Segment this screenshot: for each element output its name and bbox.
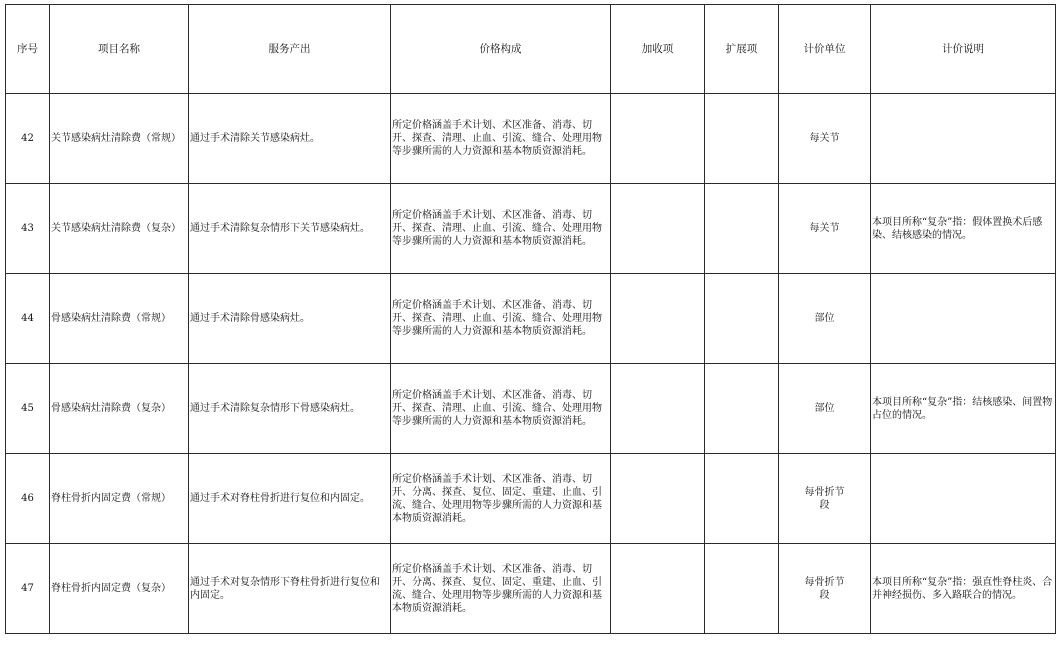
header-seq: 序号: [6, 5, 50, 94]
cell-name: 骨感染病灶清除费（常规）: [50, 274, 189, 364]
cell-unit: 部位: [779, 364, 871, 454]
cell-extra: [611, 454, 705, 544]
cell-note: [871, 274, 1056, 364]
cell-extension: [705, 454, 779, 544]
table-row: [6, 454, 1056, 544]
cell-service: 通过手术清除复杂情形下骨感染病灶。: [189, 364, 391, 454]
table-row: [6, 364, 1056, 454]
header-extension: 扩展项: [705, 5, 779, 94]
cell-price: 所定价格涵盖手术计划、术区准备、消毒、切开、探查、清理、止血、引流、缝合、处理用物等步骤所需的人力资源和基本物质资源消耗。: [391, 364, 611, 454]
cell-seq: 43: [6, 184, 50, 274]
cell-extra: [611, 544, 705, 634]
cell-note: 本项目所称“复杂”指：结核感染、间置物占位的情况。: [871, 364, 1056, 454]
table-row: [6, 94, 1056, 184]
header-unit: 计价单位: [779, 5, 871, 94]
cell-price: 所定价格涵盖手术计划、术区准备、消毒、切开、分离、探查、复位、固定、重建、止血、引流、缝合、处理用物等步骤所需的人力资源和基本物质资源消耗。: [391, 544, 611, 634]
cell-unit: 每关节: [779, 94, 871, 184]
header-extra: 加收项: [611, 5, 705, 94]
header-price: 价格构成: [391, 5, 611, 94]
cell-name: 骨感染病灶清除费（复杂）: [50, 364, 189, 454]
cell-name: 脊柱骨折内固定费（常规）: [50, 454, 189, 544]
cell-service: 通过手术对脊柱骨折进行复位和内固定。: [189, 454, 391, 544]
cell-seq: 47: [6, 544, 50, 634]
cell-seq: 44: [6, 274, 50, 364]
cell-name: 关节感染病灶清除费（常规）: [50, 94, 189, 184]
cell-extension: [705, 94, 779, 184]
cell-note: [871, 94, 1056, 184]
header-note: 计价说明: [871, 5, 1056, 94]
cell-unit: 每骨折节段: [779, 454, 871, 544]
cell-seq: 42: [6, 94, 50, 184]
pricing-table: [5, 4, 1056, 634]
cell-price: 所定价格涵盖手术计划、术区准备、消毒、切开、分离、探查、复位、固定、重建、止血、引流、缝合、处理用物等步骤所需的人力资源和基本物质资源消耗。: [391, 454, 611, 544]
cell-service: 通过手术清除关节感染病灶。: [189, 94, 391, 184]
cell-extra: [611, 184, 705, 274]
cell-extra: [611, 364, 705, 454]
cell-service: 通过手术对复杂情形下脊柱骨折进行复位和内固定。: [189, 544, 391, 634]
cell-unit: 部位: [779, 274, 871, 364]
cell-note: 本项目所称“复杂”指：强直性脊柱炎、合并神经损伤、多入路联合的情况。: [871, 544, 1056, 634]
cell-service: 通过手术清除复杂情形下关节感染病灶。: [189, 184, 391, 274]
cell-name: 关节感染病灶清除费（复杂）: [50, 184, 189, 274]
table-header-row: [6, 5, 1056, 94]
header-service: 服务产出: [189, 5, 391, 94]
cell-price: 所定价格涵盖手术计划、术区准备、消毒、切开、探查、清理、止血、引流、缝合、处理用物等步骤所需的人力资源和基本物质资源消耗。: [391, 274, 611, 364]
cell-note: [871, 454, 1056, 544]
cell-note: 本项目所称“复杂”指：假体置换术后感染、结核感染的情况。: [871, 184, 1056, 274]
table-row: [6, 184, 1056, 274]
cell-seq: 45: [6, 364, 50, 454]
cell-unit: 每骨折节段: [779, 544, 871, 634]
cell-extension: [705, 274, 779, 364]
header-name: 项目名称: [50, 5, 189, 94]
cell-seq: 46: [6, 454, 50, 544]
cell-price: 所定价格涵盖手术计划、术区准备、消毒、切开、探查、清理、止血、引流、缝合、处理用物等步骤所需的人力资源和基本物质资源消耗。: [391, 184, 611, 274]
cell-extension: [705, 544, 779, 634]
cell-extension: [705, 184, 779, 274]
pricing-table-container: [5, 4, 1055, 634]
table-row: [6, 544, 1056, 634]
cell-unit: 每关节: [779, 184, 871, 274]
cell-extra: [611, 94, 705, 184]
cell-price: 所定价格涵盖手术计划、术区准备、消毒、切开、探查、清理、止血、引流、缝合、处理用物等步骤所需的人力资源和基本物质资源消耗。: [391, 94, 611, 184]
cell-service: 通过手术清除骨感染病灶。: [189, 274, 391, 364]
cell-extension: [705, 364, 779, 454]
table-row: [6, 274, 1056, 364]
cell-extra: [611, 274, 705, 364]
cell-name: 脊柱骨折内固定费（复杂）: [50, 544, 189, 634]
